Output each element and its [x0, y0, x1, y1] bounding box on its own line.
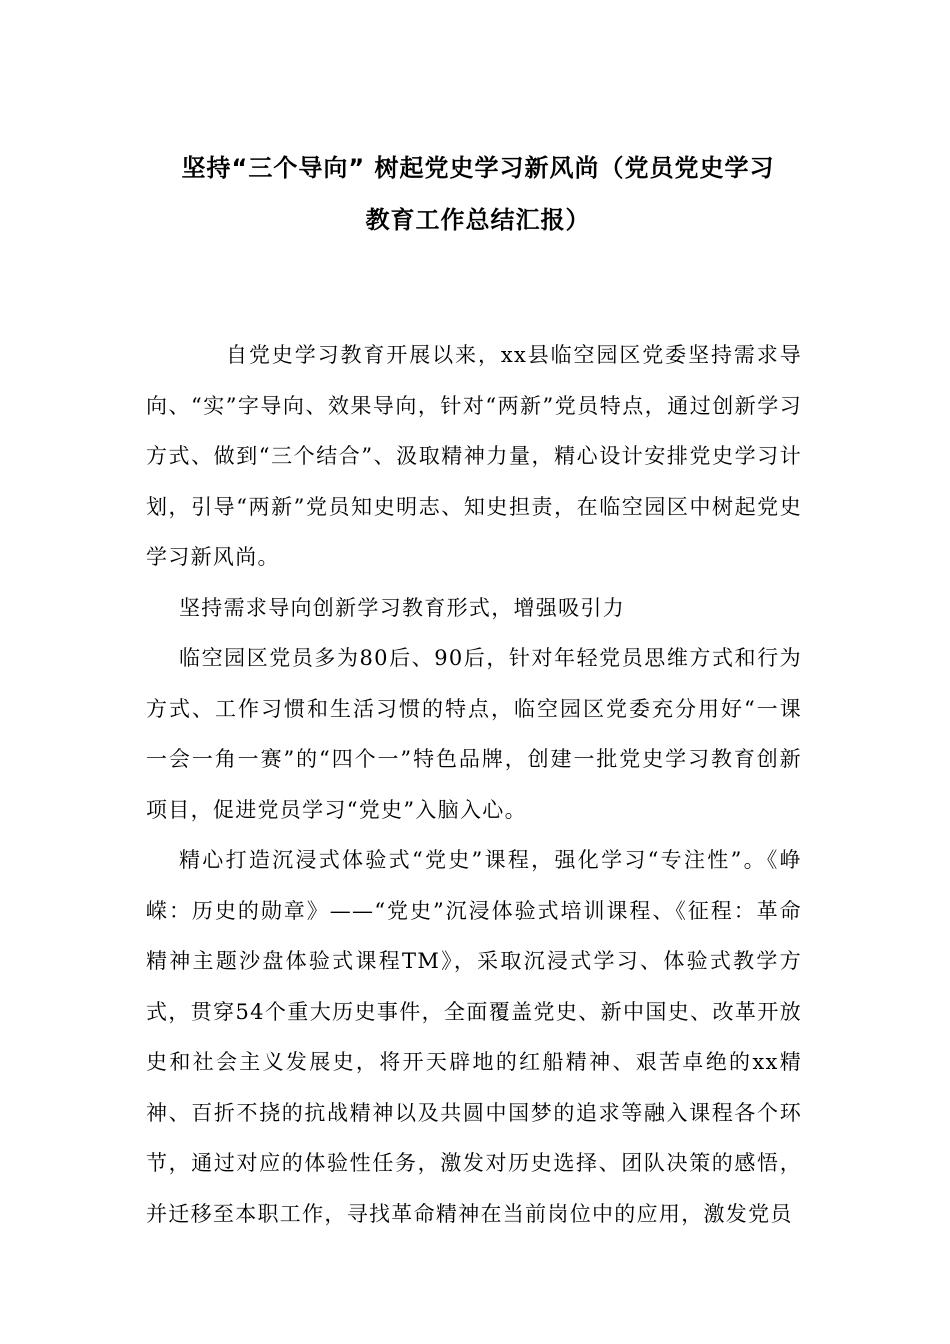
- document-title: [148, 142, 808, 246]
- paragraph-section-heading: 坚持需求导向创新学习教育形式，增强吸引力: [179, 595, 625, 620]
- paragraph-immersive-course: 精心打造沉浸式体验式“党史”课程，强化学习“专注性”。《峥嵘：历史的勋章》——“党史”沉浸体验式培训课程、《征程：革命精神主题沙盘体验式课程TM》，采取沉浸式学习、体验式教学方式，贯穿54个重大历史事件，全面覆盖党史、新中国史、改革开放史和社会主义发展史，将开天辟地的红船精神、艰苦卓绝的xx精神、百折不挠的抗战精神以及共圆中国梦的追求等融入课程各个环节，通过对应的体验性任务，激发对历史选择、团队决策的感悟，并迁移至本职工作，寻找革命精神在当前岗位中的应用，激发党员: [146, 848, 802, 1226]
- title-line-2: 教育工作总结汇报）: [365, 206, 591, 235]
- paragraph-intro: 自党史学习教育开展以来，xx县临空园区党委坚持需求导向、“实”字导向、效果导向，针对“两新”党员特点，通过创新学习方式、做到“三个结合”、汲取精神力量，精心设计安排党史学习计划，引导“两新”党员知史明志、知史担责，在临空园区中树起党史学习新风尚。: [146, 343, 802, 569]
- paragraph-young-members: 临空园区党员多为80后、90后，针对年轻党员思维方式和行为方式、工作习惯和生活习惯的特点，临空园区党委充分用好“一课一会一角一赛”的“四个一”特色品牌，创建一批党史学习教育创新项目，促进党员学习“党史”入脑入心。: [146, 646, 802, 822]
- title-line-1: 坚持“三个导向” 树起党史学习新风尚（党员党史学习: [181, 154, 775, 183]
- document-body: [146, 330, 802, 1239]
